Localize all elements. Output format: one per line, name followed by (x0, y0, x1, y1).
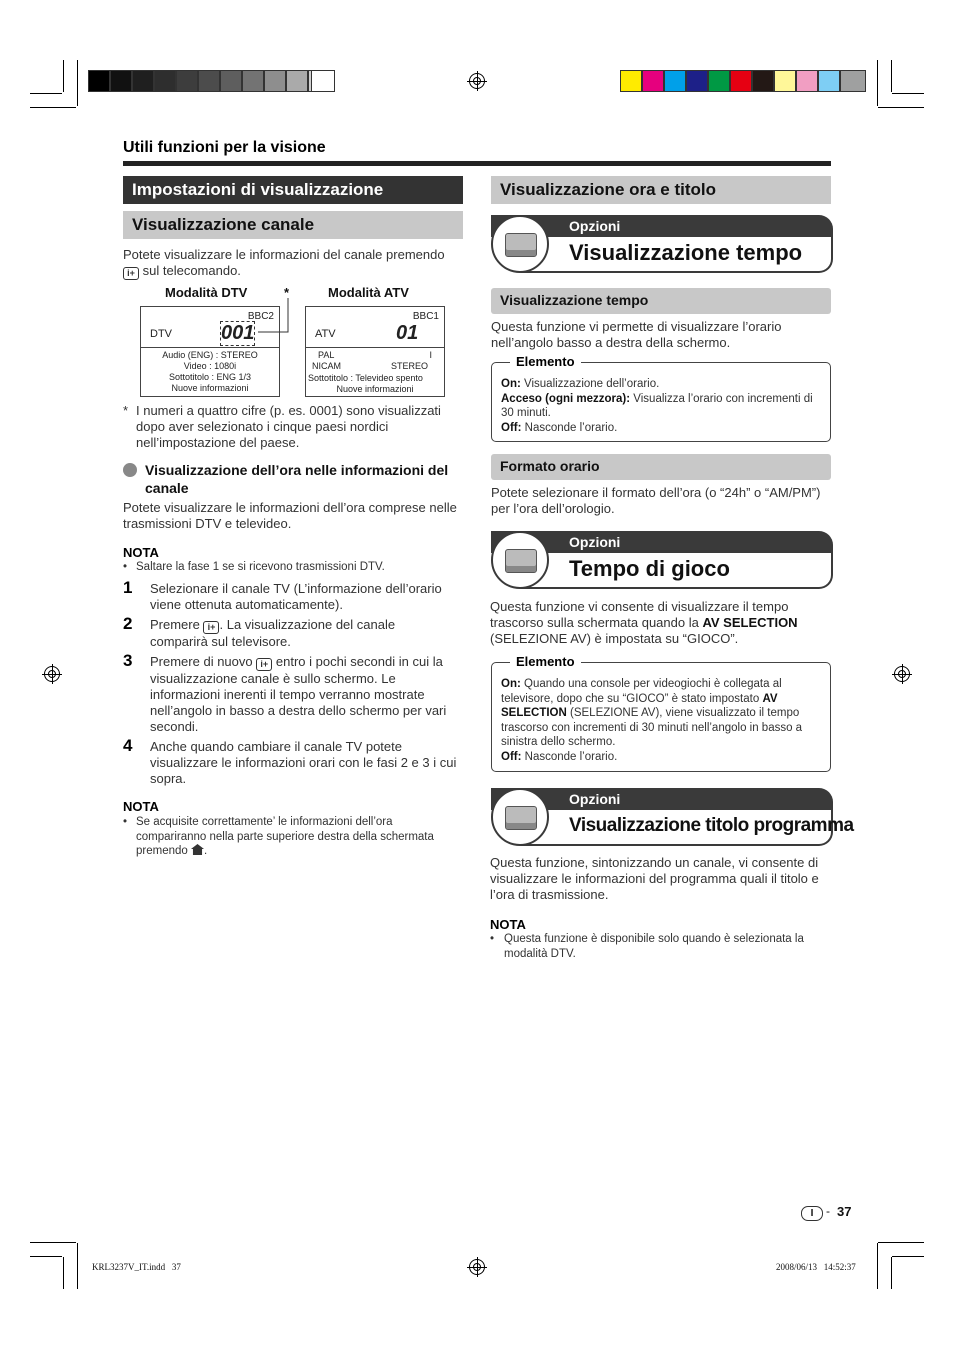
game-desc: Questa funzione vi consente di visualizzare il tempo trascorso sulla schermata quando la AV SELECTION (SELEZIONE AV) è impostata su “GIOCO”. (490, 599, 798, 646)
atv-subtitle: Sottotitolo : Televideo spento (308, 373, 423, 383)
sub-time-display: Visualizzazione tempo (491, 288, 831, 314)
atv-number: 01 (396, 322, 419, 344)
element-label: Elemento (510, 654, 581, 669)
element-box-game: Elemento On: Quando una console per videogiochi è collegata al televisore, dopo che su “GIOCO” è stato impostato AV SELECTION (SELEZIONE AV), viene visualizzato il tempo trascorso con incrementi di 30 minuti nell’angolo in basso a sinistra dello schermo. Off: Nasconde l’orario. (491, 662, 831, 772)
bullet-heading: Visualizzazione dell’ora nelle informazioni del canale (145, 462, 449, 496)
options-label: Opzioni (491, 788, 833, 810)
header-rule (123, 161, 831, 166)
right-title: Visualizzazione ora e titolo (491, 176, 831, 204)
home-icon (191, 844, 204, 855)
footnote-star: * (284, 285, 290, 300)
program-title-desc: Questa funzione, sintonizzando un canale, vi consente di visualizzare le informazioni del programma quali il titolo e l’ora di trasmissione. (490, 855, 819, 902)
time-format-desc: Potete selezionare il formato dell’ora (o “24h” o “AM/PM”) per l’ora dell’orologio. (491, 485, 821, 516)
registration-mark-right (894, 666, 910, 682)
left-title: Impostazioni di visualizzazione (123, 176, 463, 204)
atv-audio-key: NICAM (312, 361, 341, 371)
time-display-desc: Questa funzione vi permette di visualizzare l’orario nell’angolo basso a destra della schermo. (491, 319, 782, 350)
step-2-num: 2 (123, 614, 133, 633)
info-button-icon: i+ (256, 658, 272, 671)
options-band-game (491, 531, 833, 589)
footnote: I numeri a quattro cifre (p. es. 0001) sono visualizzati dopo aver selezionato i cinque paesi nordici nell’impostazione del paese. (136, 403, 441, 450)
toolbox-icon (491, 531, 549, 589)
option-title-time: Visualizzazione tempo (569, 240, 803, 265)
atv-screen (305, 306, 445, 397)
option-title-game: Tempo di gioco (569, 556, 730, 581)
step-1-text: Selezionare il canale TV (L’informazione dell’orario viene ottenuta automaticamente). (150, 581, 442, 612)
step-4-text: Anche quando cambiare il canale TV potete visualizzare le informazioni orari con le fasi 2 e 3 i cui sopra. (150, 739, 457, 786)
atv-system-mark: I (429, 350, 432, 360)
atv-system: PAL (318, 350, 335, 360)
nota2-bullet: • (123, 816, 128, 828)
atv-mode: ATV (315, 328, 336, 340)
nota1-label: NOTA (123, 545, 159, 560)
registration-mark-left (44, 666, 60, 682)
registration-mark-top (469, 73, 485, 89)
nota1-text: Saltare la fase 1 se si ricevono trasmissioni DTV. (136, 561, 385, 573)
registration-mark-bottom (469, 1259, 485, 1275)
section-header: Utili funzioni per la visione (123, 139, 326, 156)
page-dash: - (826, 1204, 830, 1218)
page-number: 37 (837, 1204, 852, 1219)
nota2-label: NOTA (123, 799, 159, 814)
dtv-mode: DTV (150, 328, 172, 340)
bullet-text: Potete visualizzare le informazioni dell’ora comprese nelle trasmissioni DTV e televideo. (123, 500, 457, 531)
info-button-icon: i+ (203, 621, 219, 634)
info-button-icon: i+ (123, 267, 139, 280)
print-file-slug: KRL3237V_IT.indd 37 (92, 1262, 181, 1272)
element-label: Elemento (510, 354, 581, 369)
dtv-info: Audio (ENG) : STEREO Video : 1080i Sottotitolo : ENG 1/3 Nuove informazioni (162, 350, 258, 393)
options-band-program-title (491, 788, 854, 846)
nota3-label: NOTA (490, 917, 526, 932)
step-3-text: Premere di nuovo i+ entro i pochi secondi in cui la visualizzazione canale è sullo schermo. Le informazioni inerenti il tempo verranno mostrate nell’angolo in basso a destra dello schermo per vari secondi. (150, 654, 447, 734)
option-title-program: Visualizzazione titolo programma (569, 815, 854, 836)
nota2-text: Se acquisite correttamente’ le informazioni dell’ora compariranno nella parte superiore destra della schermata premendo . (136, 816, 434, 857)
step-4-num: 4 (123, 736, 133, 755)
atv-audio-val: STEREO (390, 361, 428, 371)
atv-new-info: Nuove informazioni (336, 384, 414, 394)
options-label: Opzioni (491, 531, 833, 553)
dtv-channel-name: BBC2 (247, 311, 274, 322)
page-lang-badge: I (801, 1206, 823, 1221)
nota3-text: Questa funzione è disponibile solo quando è selezionata la modalità DTV. (504, 933, 804, 960)
left-subtitle: Visualizzazione canale (123, 211, 463, 239)
step-3-num: 3 (123, 651, 133, 670)
bullet-circle-icon (123, 463, 137, 477)
atv-channel-name: BBC1 (412, 311, 439, 322)
nota1-bullet: • (123, 561, 128, 573)
left-intro: Potete visualizzare le informazioni del canale premendo i+ sul telecomando. (123, 247, 445, 278)
nota3-bullet: • (490, 933, 495, 945)
atv-mode-label: Modalità ATV (328, 285, 409, 300)
dtv-number: 001 (221, 322, 255, 344)
step-2-text: Premere i+ . La visualizzazione del canale comparirà sul televisore. (150, 617, 396, 649)
print-date-slug: 2008/06/13 14:52:37 (776, 1262, 856, 1272)
dtv-mode-label: Modalità DTV (165, 285, 248, 300)
options-band-time (491, 215, 833, 273)
options-label: Opzioni (491, 215, 833, 237)
sub-time-format: Formato orario (491, 454, 831, 480)
footnote-connector (255, 296, 291, 338)
element-box-time: Elemento On: Visualizzazione dell’orario. Acceso (ogni mezzora): Visualizza l’orario con incrementi di 30 minuti. Off: Nasconde l’orario. (491, 362, 831, 442)
toolbox-icon (491, 215, 549, 273)
toolbox-icon (491, 788, 549, 846)
step-1-num: 1 (123, 578, 133, 597)
footnote-mark: * (123, 403, 129, 418)
